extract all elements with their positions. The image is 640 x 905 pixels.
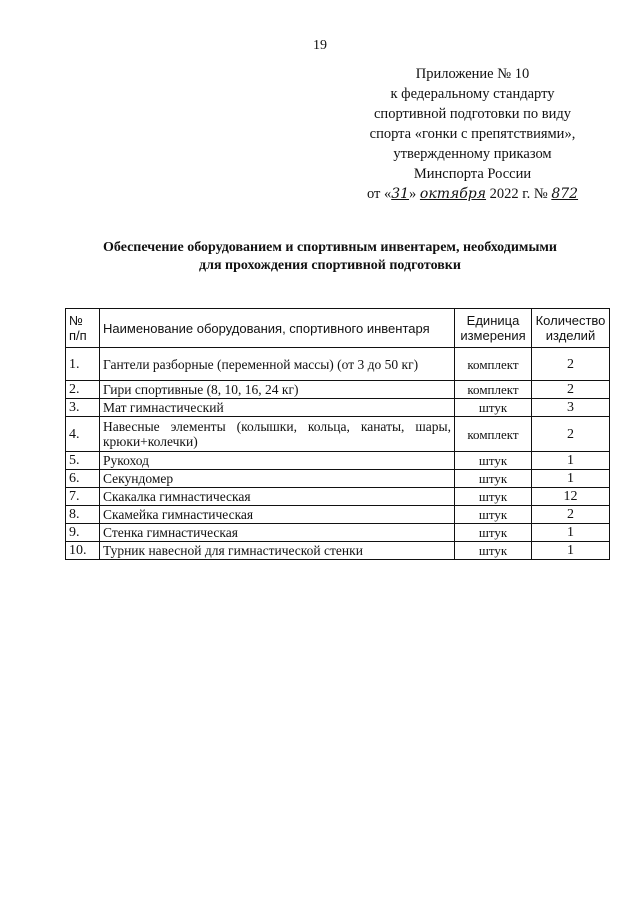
appendix-line: утвержденному приказом xyxy=(393,146,552,162)
header-qty: Количество изделий xyxy=(532,309,610,348)
row-unit: штук xyxy=(455,506,532,524)
row-name: Навесные элементы (колышки, кольца, канаты, шары, крюки+колечки) xyxy=(100,417,455,452)
row-num: 3. xyxy=(66,399,100,417)
row-unit: комплект xyxy=(455,348,532,381)
table-row xyxy=(66,417,610,452)
row-unit: штук xyxy=(455,524,532,542)
header-unit: Единица измерения xyxy=(455,309,532,348)
row-num: 2. xyxy=(66,381,100,399)
appendix-line: спорта «гонки с препятствиями», xyxy=(369,126,576,142)
row-unit: штук xyxy=(455,470,532,488)
table-row xyxy=(66,542,610,560)
row-name: Стенка гимнастическая xyxy=(100,524,455,542)
document-title xyxy=(60,239,600,275)
table-row xyxy=(66,470,610,488)
title-line: Обеспечение оборудованием и спортивным инвентарем, необходимыми xyxy=(103,240,557,255)
row-qty: 1 xyxy=(532,452,610,470)
date-day: 31 xyxy=(391,186,410,202)
row-qty: 2 xyxy=(532,417,610,452)
row-name: Секундомер xyxy=(100,470,455,488)
row-num: 8. xyxy=(66,506,100,524)
row-qty: 3 xyxy=(532,399,610,417)
order-number: 872 xyxy=(551,186,579,202)
row-name: Мат гимнастический xyxy=(100,399,455,417)
appendix-line: к федеральному стандарту xyxy=(390,86,555,102)
date-prefix: от « xyxy=(366,186,392,202)
row-unit: штук xyxy=(455,488,532,506)
row-name: Турник навесной для гимнастической стенки xyxy=(100,542,455,560)
row-unit: штук xyxy=(455,542,532,560)
table-row xyxy=(66,399,610,417)
row-name: Гантели разборные (переменной массы) (от 3 до 50 кг) xyxy=(100,348,455,381)
appendix-line: Приложение № 10 xyxy=(415,66,530,82)
date-mid: » xyxy=(409,186,417,202)
table-row xyxy=(66,381,610,399)
row-unit: штук xyxy=(455,399,532,417)
row-num: 6. xyxy=(66,470,100,488)
equipment-table xyxy=(65,308,610,560)
table-row xyxy=(66,452,610,470)
header-name: Наименование оборудования, спортивного инвентаря xyxy=(100,309,455,348)
row-name: Скакалка гимнастическая xyxy=(100,488,455,506)
table-row xyxy=(66,524,610,542)
row-num: 1. xyxy=(66,348,100,381)
page-number: 19 xyxy=(313,38,327,53)
appendix-line: Минспорта России xyxy=(413,166,532,182)
row-qty: 1 xyxy=(532,524,610,542)
table-row xyxy=(66,348,610,381)
row-num: 5. xyxy=(66,452,100,470)
table-body xyxy=(66,348,610,560)
row-qty: 12 xyxy=(532,488,610,506)
row-unit: комплект xyxy=(455,381,532,399)
row-name: Гири спортивные (8, 10, 16, 24 кг) xyxy=(100,381,455,399)
row-name: Рукоход xyxy=(100,452,455,470)
row-num: 10. xyxy=(66,542,100,560)
title-line: для прохождения спортивной подготовки xyxy=(199,258,461,273)
row-num: 9. xyxy=(66,524,100,542)
row-qty: 2 xyxy=(532,506,610,524)
row-qty: 1 xyxy=(532,470,610,488)
appendix-block xyxy=(330,64,615,204)
order-date-line xyxy=(330,184,615,204)
row-num: 7. xyxy=(66,488,100,506)
row-qty: 1 xyxy=(532,542,610,560)
row-unit: штук xyxy=(455,452,532,470)
row-unit: комплект xyxy=(455,417,532,452)
date-month: октября xyxy=(419,186,487,202)
row-name: Скамейка гимнастическая xyxy=(100,506,455,524)
row-qty: 2 xyxy=(532,381,610,399)
table-row xyxy=(66,506,610,524)
date-year: 2022 г. № xyxy=(489,186,548,202)
appendix-line: спортивной подготовки по виду xyxy=(374,106,571,122)
row-num: 4. xyxy=(66,417,100,452)
header-num: № п/п xyxy=(66,309,100,348)
table-row xyxy=(66,488,610,506)
table-header-row xyxy=(66,309,610,348)
row-qty: 2 xyxy=(532,348,610,381)
